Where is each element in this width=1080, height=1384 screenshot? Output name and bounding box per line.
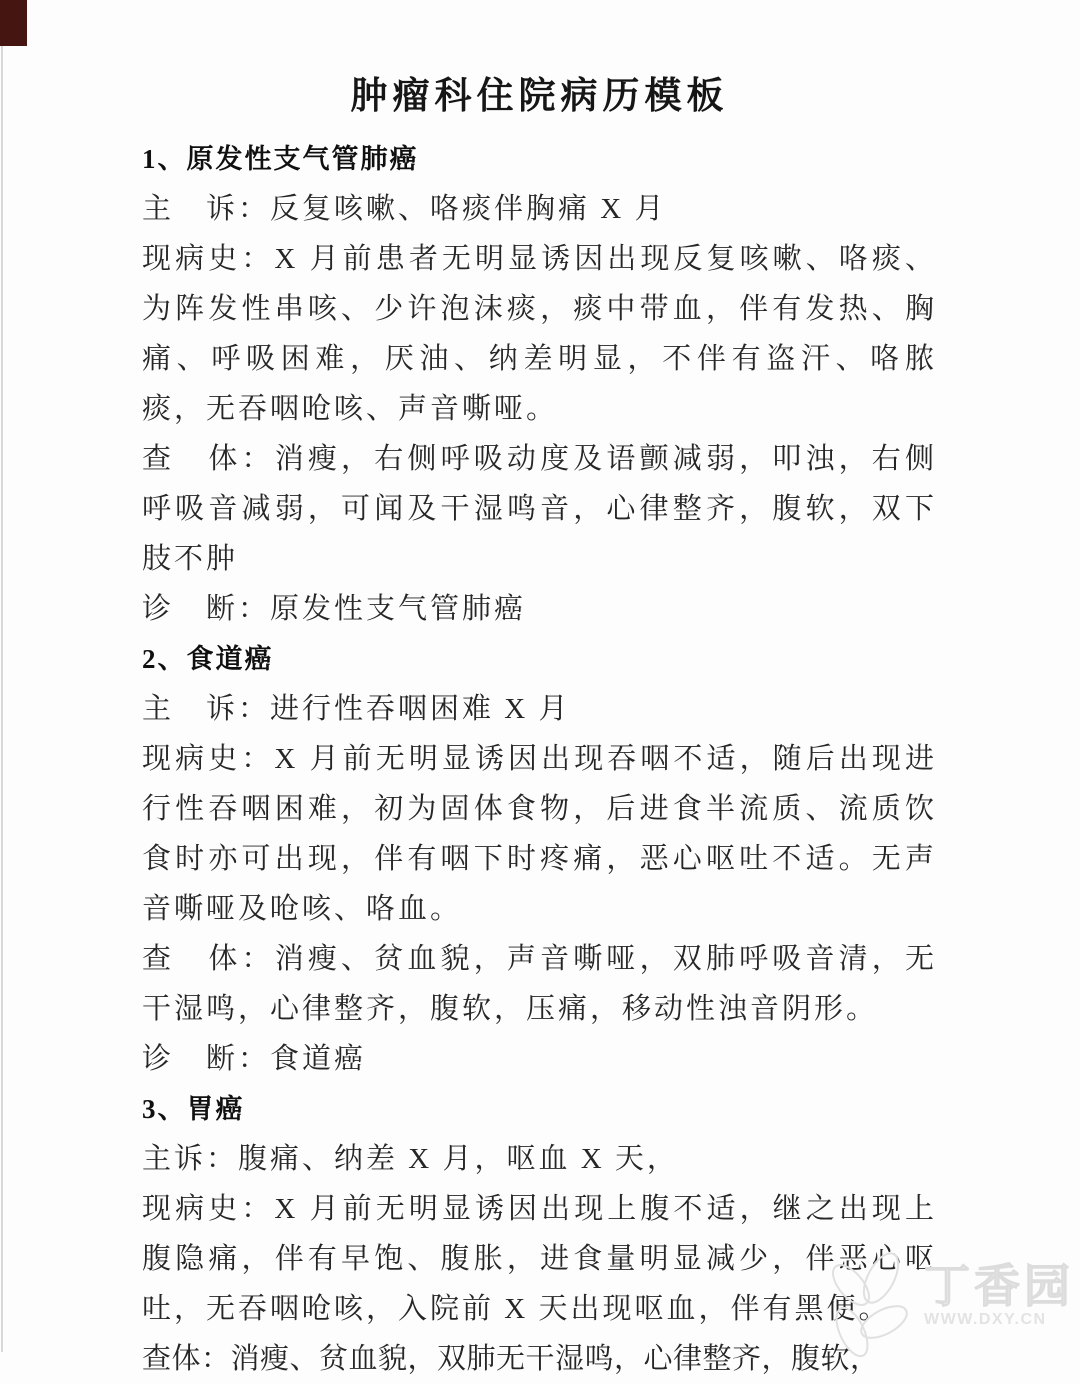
physical-exam [142,434,937,584]
field-value: X 月前患者无明显诱因出现反复咳嗽、咯痰、为阵发性串咳、少许泡沫痰，痰中带血，伴有发热、胸痛、呼吸困难，厌油、纳差明显，不伴有盗汗、咯脓痰，无吞咽呛咳、声音嘶哑。 [142,243,937,425]
section-heading-lung-cancer: 1、原发性支气管肺癌 [142,144,419,174]
chief-complaint [142,1134,937,1184]
field-value: 消瘦、贫血貌，声音嘶哑，双肺呼吸音清，无干湿鸣，心律整齐，腹软，压痛，移动性浊音阴形。 [142,943,937,1025]
corner-mark [0,0,27,46]
dxy-url-text: WWW.DXY.CN [924,1311,1047,1328]
field-label: 查 体： [142,943,275,975]
field-label: 主 诉： [142,693,271,725]
field-value: X 月前无明显诱因出现上腹不适，继之出现上腹隐痛，伴有早饱、腹胀，进食量明显减少，伴恶心呕吐，无吞咽呛咳，入院前 X 天出现呕血，伴有黑便。 [142,1193,937,1325]
diagnosis [142,1034,937,1084]
physical-exam [142,1334,937,1384]
section-heading-esophageal-cancer: 2、食道癌 [142,644,274,674]
field-value: 腹痛、纳差 X 月，呕血 X 天， [238,1143,679,1175]
field-label: 现病史： [142,743,275,775]
field-label: 查 体： [142,443,275,475]
field-label: 诊 断： [142,593,271,625]
field-label: 查体： [142,1343,231,1375]
field-label: 主诉： [142,1143,239,1175]
field-label: 现病史： [142,1193,275,1225]
field-value: X 月前无明显诱因出现吞咽不适，随后出现进行性吞咽困难，初为固体食物，后进食半流质、流质饮食时亦可出现，伴有咽下时疼痛，恶心呕吐不适。无声音嘶哑及呛咳、咯血。 [142,743,937,925]
field-value: 消瘦，右侧呼吸动度及语颤减弱，叩浊，右侧呼吸音减弱，可闻及干湿鸣音，心律整齐，腹软，双下肢不肿 [142,443,937,575]
field-value: 原发性支气管肺癌 [270,593,527,625]
field-value: 反复咳嗽、咯痰伴胸痛 X 月 [270,193,667,225]
section-heading-gastric-cancer: 3、胃癌 [142,1094,245,1124]
physical-exam [142,934,937,1034]
field-value: 消瘦、贫血貌，双肺无干湿鸣，心律整齐，腹软， [230,1343,880,1375]
page-title: 肿瘤科住院病历模板 [350,76,729,117]
field-value: 食道癌 [270,1043,367,1075]
field-label: 现病史： [142,243,275,275]
chief-complaint [142,184,937,234]
document-page [142,0,937,1384]
chief-complaint [142,684,937,734]
diagnosis [142,584,937,634]
present-illness [142,1184,937,1334]
scan-edge-line [1,0,3,1352]
field-label: 诊 断： [142,1043,271,1075]
present-illness [142,234,937,434]
present-illness [142,734,937,934]
field-value: 进行性吞咽困难 X 月 [270,693,571,725]
field-label: 主 诉： [142,193,271,225]
dxy-logo-text: 丁香园 [924,1261,1074,1312]
